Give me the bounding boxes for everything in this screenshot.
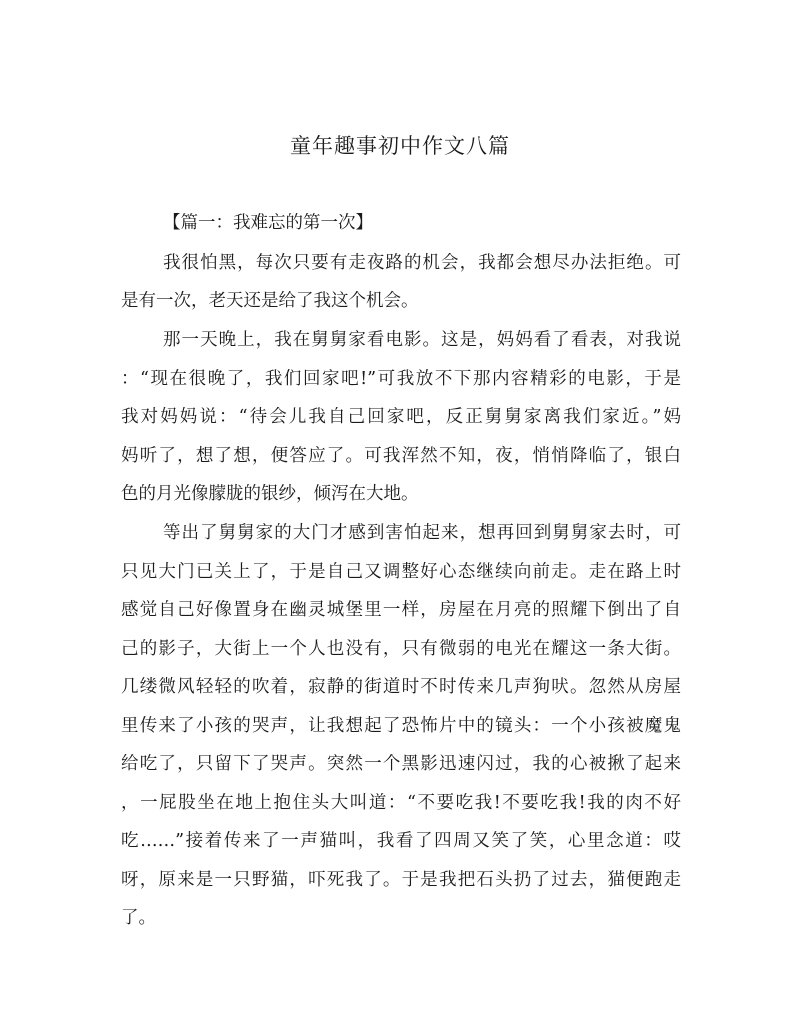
paragraph-line: 那一天晚上，我在舅舅家看电影。这是，妈妈看了看表，对我说 (163, 330, 681, 350)
paragraph-line: 我对妈妈说：“待会儿我自己回家吧，反正舅舅家离我们家近。”妈 (121, 407, 681, 427)
paragraph-line: 了。 (121, 908, 156, 928)
paragraph-line: 给吃了，只留下了哭声。突然一个黑影迅速闪过，我的心被揪了起来 (121, 754, 681, 774)
paragraph-line: ：“现在很晚了，我们回家吧!”可我放不下那内容精彩的电影，于是 (121, 369, 681, 389)
paragraph-line: 里传来了小孩的哭声，让我想起了恐怖片中的镜头：一个小孩被魔鬼 (121, 716, 681, 736)
section-heading: 【篇一：我难忘的第一次】 (163, 213, 373, 233)
paragraph-line: 只见大门已关上了，于是自己又调整好心态继续向前走。走在路上时 (121, 562, 681, 582)
paragraph-line: 色的月光像朦胧的银纱，倾泻在大地。 (121, 484, 419, 504)
paragraph-line: 几缕微风轻轻的吹着，寂静的街道时不时传来几声狗吠。忽然从房屋 (121, 677, 681, 697)
paragraph-line: 是有一次，老天还是给了我这个机会。 (121, 291, 419, 311)
paragraph-line: 等出了舅舅家的大门才感到害怕起来，想再回到舅舅家去时，可 (163, 523, 681, 543)
document-title: 童年趣事初中作文八篇 (290, 134, 510, 158)
paragraph-line: 吃……”接着传来了一声猫叫，我看了四周又笑了笑，心里念道：哎 (121, 831, 681, 851)
paragraph-line: 己的影子，大街上一个人也没有，只有微弱的电光在耀这一条大街。 (121, 639, 681, 659)
paragraph-line: 妈听了，想了想，便答应了。可我浑然不知，夜，悄悄降临了，银白 (121, 446, 681, 466)
paragraph-line: 感觉自己好像置身在幽灵城堡里一样，房屋在月亮的照耀下倒出了自 (121, 600, 681, 620)
paragraph-line: 我很怕黑，每次只要有走夜路的机会，我都会想尽办法拒绝。可 (163, 253, 681, 273)
paragraph-line: ，一屁股坐在地上抱住头大叫道：“不要吃我!不要吃我!我的肉不好 (121, 793, 681, 813)
paragraph-line: 呀，原来是一只野猫，吓死我了。于是我把石头扔了过去，猫便跑走 (121, 870, 681, 890)
